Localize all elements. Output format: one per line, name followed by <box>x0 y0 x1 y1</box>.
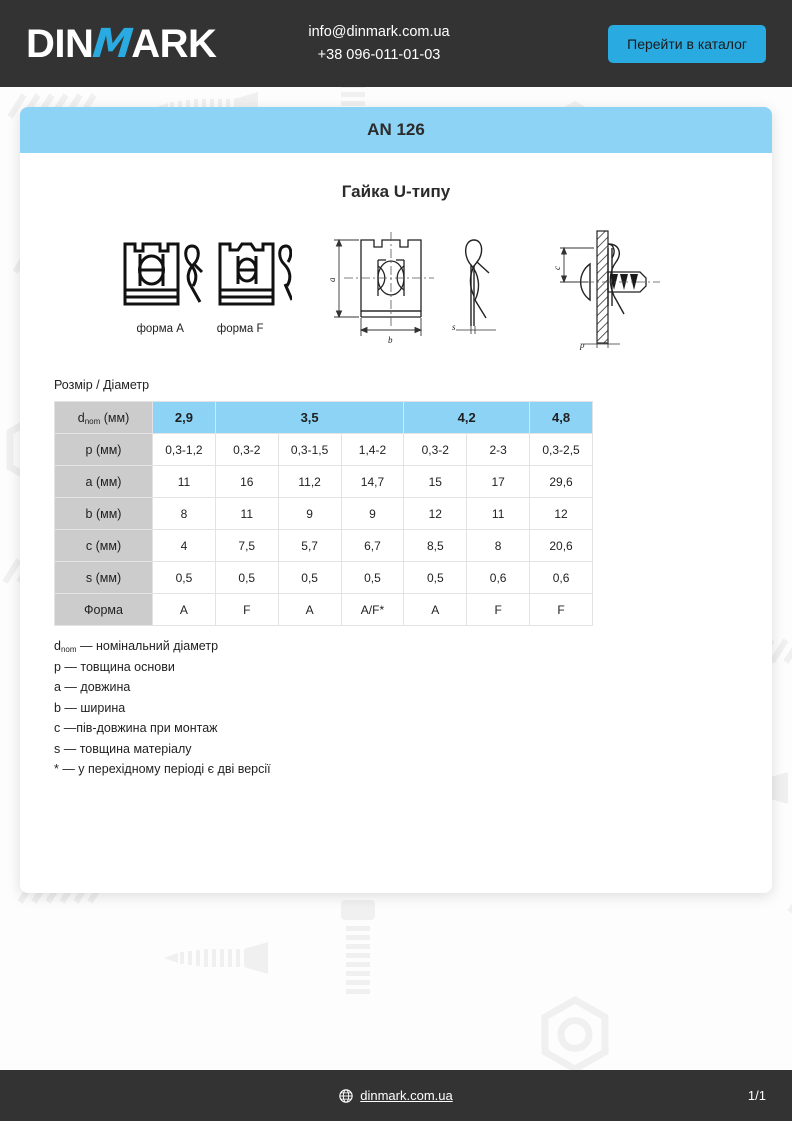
cell-a-3: 14,7 <box>341 466 404 498</box>
header-contact-info <box>308 21 449 66</box>
legend-line-dnom <box>54 636 738 657</box>
cell-a-5: 17 <box>467 466 530 498</box>
product-title: Гайка U-типу <box>341 182 451 201</box>
cell-c-1: 7,5 <box>215 530 278 562</box>
table-caption: Розмір / Діаметр <box>54 378 150 392</box>
dim-label-p: p <box>580 340 585 350</box>
cell-c-3: 6,7 <box>341 530 404 562</box>
cell-c-5: 8 <box>467 530 530 562</box>
cell-p-0: 0,3-1,2 <box>153 434 216 466</box>
table-row <box>55 594 593 626</box>
row-label-a: a (мм) <box>55 466 153 498</box>
legend-line-b: b — ширина <box>54 700 126 715</box>
cell-b-3: 9 <box>341 498 404 530</box>
technical-drawings <box>20 202 772 362</box>
cell-p-3: 1,4-2 <box>341 434 404 466</box>
header-cell-dnom <box>55 402 153 434</box>
cell-b-0: 8 <box>153 498 216 530</box>
row-label-p: p (мм) <box>55 434 153 466</box>
form-labels-row <box>120 323 280 335</box>
table-body <box>55 434 593 626</box>
site-header <box>0 0 792 87</box>
cell-forma-1: F <box>215 594 278 626</box>
row-label-s: s (мм) <box>55 562 153 594</box>
dim-label-c: c <box>552 266 562 270</box>
header-cell-dim-1: 3,5 <box>215 402 404 434</box>
cell-s-2: 0,5 <box>278 562 341 594</box>
dnom-unit: (мм) <box>100 410 130 425</box>
cell-p-4: 0,3-2 <box>404 434 467 466</box>
logo-text-din: DIN <box>26 21 94 66</box>
row-label-c: c (мм) <box>55 530 153 562</box>
globe-icon <box>339 1089 353 1103</box>
legend-line-a: a — довжина <box>54 680 131 694</box>
header-cell-dim-3: 4,8 <box>530 402 593 434</box>
cell-b-4: 12 <box>404 498 467 530</box>
table-row <box>55 466 593 498</box>
specifications-section <box>20 362 772 626</box>
cell-c-4: 8,5 <box>404 530 467 562</box>
legend-dnom-text: — номінальний діаметр <box>76 639 219 653</box>
footer-site-group <box>0 1088 792 1103</box>
drawing-dimensions <box>326 226 508 356</box>
cell-forma-3: A/F* <box>341 594 404 626</box>
cell-forma-2: A <box>278 594 341 626</box>
cell-forma-4: A <box>404 594 467 626</box>
drawing-installation <box>542 226 672 356</box>
cell-forma-0: A <box>153 594 216 626</box>
table-row <box>55 530 593 562</box>
cell-c-6: 20,6 <box>530 530 593 562</box>
cell-a-1: 16 <box>215 466 278 498</box>
product-card <box>20 107 772 893</box>
row-label-b: b (мм) <box>55 498 153 530</box>
header-cell-dim-2: 4,2 <box>404 402 530 434</box>
cell-b-1: 11 <box>215 498 278 530</box>
cell-c-2: 5,7 <box>278 530 341 562</box>
form-a-label: форма A <box>136 323 184 335</box>
form-f-label: форма F <box>216 323 264 335</box>
legend-line-asterisk: * — у перехідному періоді є дві версії <box>54 762 271 776</box>
form-variants-diagram <box>120 226 292 314</box>
drawing-forms-a-f <box>120 226 292 335</box>
cell-s-1: 0,5 <box>215 562 278 594</box>
page-indicator: 1/1 <box>747 1088 766 1103</box>
installation-diagram <box>542 226 672 351</box>
legend-dnom-symbol: d <box>54 639 61 653</box>
cell-a-4: 15 <box>404 466 467 498</box>
cell-p-1: 0,3-2 <box>215 434 278 466</box>
cell-p-5: 2-3 <box>467 434 530 466</box>
cell-p-2: 0,3-1,5 <box>278 434 341 466</box>
cell-s-0: 0,5 <box>153 562 216 594</box>
table-row <box>55 562 593 594</box>
cell-c-0: 4 <box>153 530 216 562</box>
specifications-table <box>54 401 593 626</box>
legend-line-p: p — товщина основи <box>54 659 175 674</box>
cell-b-6: 12 <box>530 498 593 530</box>
cell-s-5: 0,6 <box>467 562 530 594</box>
table-row <box>55 434 593 466</box>
dnom-symbol: d <box>77 410 85 425</box>
row-label-forma: Форма <box>55 594 153 626</box>
cell-a-6: 29,6 <box>530 466 593 498</box>
cell-forma-6: F <box>530 594 593 626</box>
cell-b-5: 11 <box>467 498 530 530</box>
dimensioned-diagram <box>326 226 508 351</box>
go-to-catalog-button[interactable]: Перейти в каталог <box>608 25 766 63</box>
dim-label-b: b <box>388 335 393 345</box>
cell-a-2: 11,2 <box>278 466 341 498</box>
table-row <box>55 498 593 530</box>
dnom-subscript: nom <box>84 416 101 426</box>
logo-text-ark: ARK <box>131 21 217 66</box>
cell-s-3: 0,5 <box>341 562 404 594</box>
legend-dnom-subscript: nom <box>60 645 77 654</box>
cell-s-4: 0,5 <box>404 562 467 594</box>
cell-s-6: 0,6 <box>530 562 593 594</box>
contact-phone[interactable]: +38 096-011-01-03 <box>317 46 441 63</box>
dinmark-logo[interactable] <box>26 20 217 67</box>
cell-p-6: 0,3-2,5 <box>530 434 593 466</box>
site-footer <box>0 1070 792 1121</box>
table-header-row <box>55 402 593 434</box>
legend-line-s: s — товщина матеріалу <box>54 741 192 756</box>
cell-b-2: 9 <box>278 498 341 530</box>
legend-line-c: c —пів-довжина при монтаж <box>54 721 218 735</box>
legend-notes <box>20 626 772 780</box>
standard-code-banner: AN 126 <box>20 107 772 153</box>
dim-label-a: a <box>327 277 337 282</box>
contact-email[interactable]: info@dinmark.com.ua <box>308 24 450 41</box>
dim-label-s: s <box>452 322 456 332</box>
header-cell-dim-0: 2,9 <box>153 402 216 434</box>
logo-letter-m: M <box>90 20 134 67</box>
cell-a-0: 11 <box>153 466 216 498</box>
footer-site-link[interactable]: dinmark.com.ua <box>360 1088 453 1103</box>
cell-forma-5: F <box>467 594 530 626</box>
